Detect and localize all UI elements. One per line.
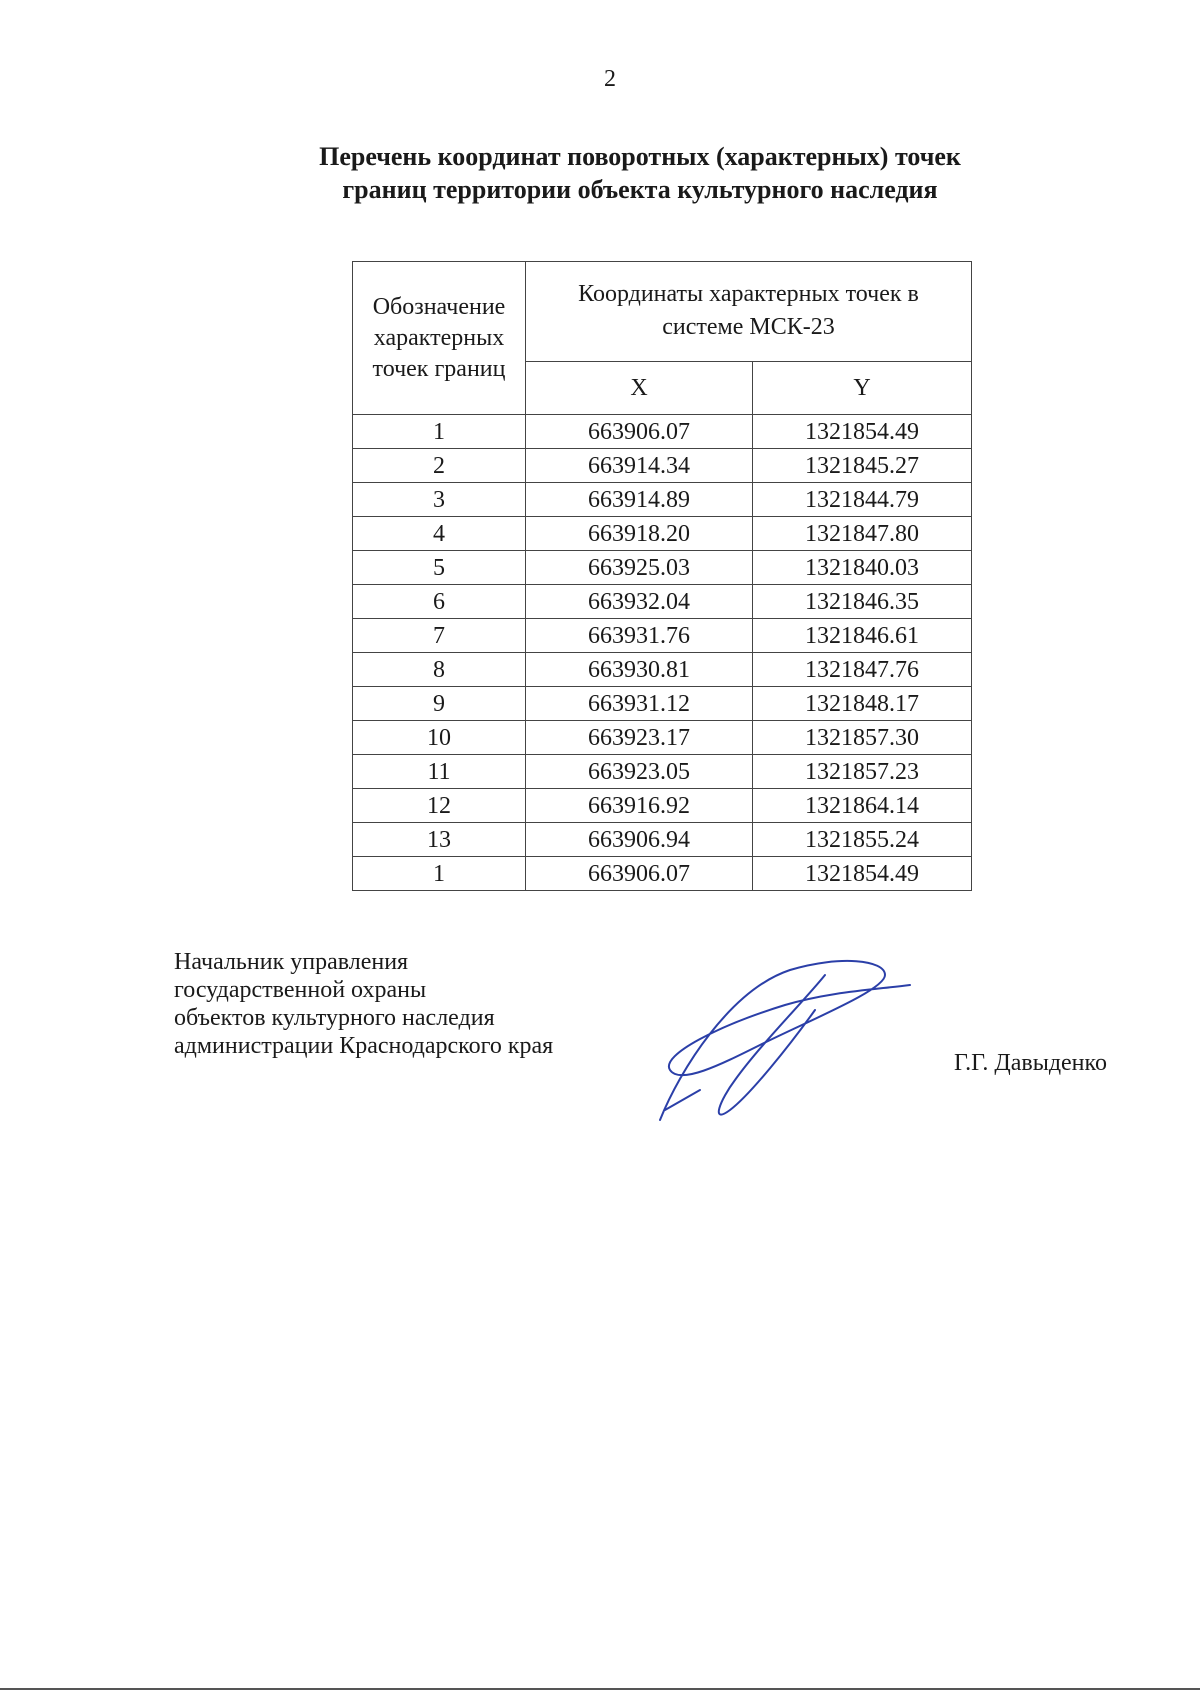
header-x: X	[526, 361, 753, 414]
table-row	[353, 619, 972, 653]
point-number-cell: 1	[353, 415, 526, 449]
coordinates-table	[352, 261, 972, 891]
header-point-line-3: точек границ	[372, 355, 506, 382]
x-coordinate-cell: 663906.94	[526, 823, 753, 857]
handwritten-signature	[640, 950, 920, 1130]
signatory-line-4: администрации Краснодарского края	[174, 1033, 554, 1059]
point-number-cell: 9	[353, 687, 526, 721]
table-row	[353, 721, 972, 755]
y-coordinate-cell: 1321848.17	[753, 687, 972, 721]
x-coordinate-cell: 663930.81	[526, 653, 753, 687]
y-coordinate-cell: 1321855.24	[753, 823, 972, 857]
y-coordinate-cell: 1321857.30	[753, 721, 972, 755]
point-number-cell: 10	[353, 721, 526, 755]
bottom-edge-line	[0, 1688, 1200, 1690]
document-title	[240, 140, 1040, 206]
table-row	[353, 857, 972, 891]
table-header-row-1	[353, 262, 972, 362]
point-number-cell: 3	[353, 483, 526, 517]
x-coordinate-cell: 663918.20	[526, 517, 753, 551]
signatory-line-3: объектов культурного наследия	[174, 1005, 495, 1031]
y-coordinate-cell: 1321846.35	[753, 585, 972, 619]
y-coordinate-cell: 1321847.76	[753, 653, 972, 687]
y-coordinate-cell: 1321864.14	[753, 789, 972, 823]
header-point-line-2: характерных	[373, 324, 505, 351]
header-coords-line-1: Координаты характерных точек в	[578, 281, 919, 308]
table-row	[353, 585, 972, 619]
point-number-cell: 6	[353, 585, 526, 619]
table-row	[353, 687, 972, 721]
table-row	[353, 551, 972, 585]
point-number-cell: 8	[353, 653, 526, 687]
header-y: Y	[753, 361, 972, 414]
point-number-cell: 11	[353, 755, 526, 789]
signatory-name: Г.Г. Давыденко	[954, 1050, 1107, 1076]
y-coordinate-cell: 1321847.80	[753, 517, 972, 551]
table-row	[353, 449, 972, 483]
header-coords-line-2: системе МСК-23	[662, 314, 835, 341]
y-coordinate-cell: 1321846.61	[753, 619, 972, 653]
table-row	[353, 789, 972, 823]
point-number-cell: 13	[353, 823, 526, 857]
point-number-cell: 5	[353, 551, 526, 585]
table-row	[353, 517, 972, 551]
table-row	[353, 755, 972, 789]
table-row	[353, 653, 972, 687]
page-number: 2	[604, 66, 616, 92]
point-number-cell: 1	[353, 857, 526, 891]
signatory-line-2: государственной охраны	[174, 977, 427, 1003]
x-coordinate-cell: 663925.03	[526, 551, 753, 585]
point-number-cell: 2	[353, 449, 526, 483]
signatory-position	[174, 948, 553, 1060]
x-coordinate-cell: 663906.07	[526, 857, 753, 891]
x-coordinate-cell: 663914.89	[526, 483, 753, 517]
x-coordinate-cell: 663931.12	[526, 687, 753, 721]
x-coordinate-cell: 663931.76	[526, 619, 753, 653]
x-coordinate-cell: 663923.17	[526, 721, 753, 755]
x-coordinate-cell: 663923.05	[526, 755, 753, 789]
y-coordinate-cell: 1321857.23	[753, 755, 972, 789]
title-line-1: Перечень координат поворотных (характерных) точек	[319, 142, 961, 171]
table-row	[353, 823, 972, 857]
point-number-cell: 4	[353, 517, 526, 551]
header-point-line-1: Обозначение	[372, 293, 506, 320]
header-coordinates	[526, 262, 972, 362]
x-coordinate-cell: 663906.07	[526, 415, 753, 449]
header-point-designation	[353, 262, 526, 415]
x-coordinate-cell: 663932.04	[526, 585, 753, 619]
title-line-2: границ территории объекта культурного наследия	[342, 175, 938, 204]
x-coordinate-cell: 663914.34	[526, 449, 753, 483]
y-coordinate-cell: 1321840.03	[753, 551, 972, 585]
x-coordinate-cell: 663916.92	[526, 789, 753, 823]
table-row	[353, 415, 972, 449]
point-number-cell: 7	[353, 619, 526, 653]
point-number-cell: 12	[353, 789, 526, 823]
y-coordinate-cell: 1321854.49	[753, 857, 972, 891]
table-row	[353, 483, 972, 517]
y-coordinate-cell: 1321854.49	[753, 415, 972, 449]
y-coordinate-cell: 1321844.79	[753, 483, 972, 517]
y-coordinate-cell: 1321845.27	[753, 449, 972, 483]
signatory-line-1: Начальник управления	[174, 949, 409, 975]
